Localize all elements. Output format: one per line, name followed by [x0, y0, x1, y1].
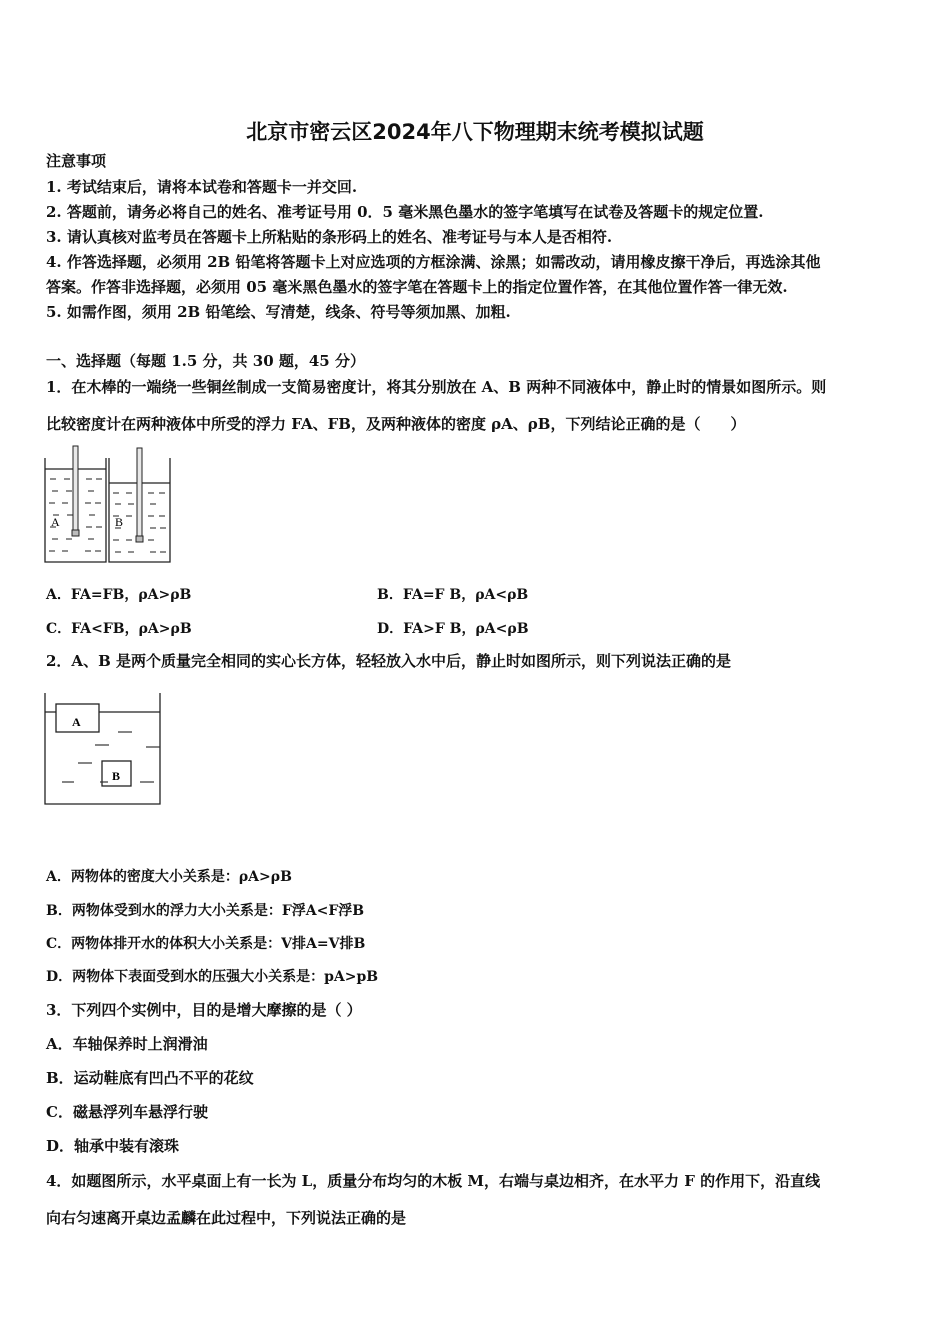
q3-option-d: D．轴承中装有滚珠: [46, 1137, 180, 1155]
notice-item-1: 1. 考试结束后，请将本试卷和答题卡一并交回.: [46, 178, 358, 196]
q4-stem-line1: 4．如题图所示，水平桌面上有一长为 L，质量分布均匀的木板 M，右端与桌边相齐，在水平力 F 的作用下，沿直线: [46, 1172, 821, 1190]
notice-heading: 注意事项: [46, 152, 107, 170]
q1-option-d: D．FA>F B，ρA<ρB: [377, 621, 529, 637]
q3-option-b: B．运动鞋底有凹凸不平的花纹: [46, 1069, 254, 1087]
q2-option-b: B．两物体受到水的浮力大小关系是：F浮A<F浮B: [46, 903, 365, 919]
page-title: 北京市密云区2024年八下物理期末统考模拟试题: [246, 120, 704, 144]
q1-option-c: C．FA<FB，ρA>ρB: [46, 621, 192, 637]
notice-item-2: 2. 答题前，请务必将自己的姓名、准考证号用 0．5 毫米黑色墨水的签字笔填写在试卷及答题卡的规定位置.: [46, 203, 764, 221]
q1-option-a: A．FA=FB，ρA>ρB: [46, 587, 192, 603]
q1-fig-label-b: B: [115, 515, 124, 529]
q1-stem-line1: 1．在木棒的一端绕一些铜丝制成一支简易密度计，将其分别放在 A、B 两种不同液体中，静止时的情景如图所示。则: [46, 378, 827, 396]
q3-stem: 3．下列四个实例中，目的是增大摩擦的是（ ）: [46, 1001, 362, 1019]
q1-fig-label-a: A: [51, 515, 60, 529]
q2-blocks-figure: [40, 690, 165, 808]
q2-stem: 2．A、B 是两个质量完全相同的实心长方体，轻轻放入水中后，静止时如图所示，则下列说法正确的是: [46, 652, 731, 670]
q2-fig-label-b: B: [112, 769, 121, 783]
section-heading: 一、选择题（每题 1.5 分，共 30 题，45 分）: [46, 352, 365, 370]
notice-item-4-cont: 答案。作答非选择题，必须用 05 毫米黑色墨水的签字笔在答题卡上的指定位置作答，在其他位置作答一律无效.: [46, 278, 788, 296]
notice-item-3: 3. 请认真核对监考员在答题卡上所粘贴的条形码上的姓名、准考证号与本人是否相符.: [46, 228, 613, 246]
q3-option-c: C．磁悬浮列车悬浮行驶: [46, 1103, 208, 1121]
q2-option-d: D．两物体下表面受到水的压强大小关系是：pA>pB: [46, 969, 379, 985]
q2-option-a: A．两物体的密度大小关系是：ρA>ρB: [46, 869, 292, 885]
q1-stem-line2: 比较密度计在两种液体中所受的浮力 FA、FB，及两种液体的密度 ρA、ρB，下列结论正确的是（ ）: [46, 415, 746, 433]
q2-fig-label-a: A: [72, 715, 81, 729]
q2-option-c: C．两物体排开水的体积大小关系是：V排A=V排B: [46, 936, 366, 952]
notice-item-5: 5. 如需作图，须用 2B 铅笔绘、写清楚，线条、符号等须加黑、加粗.: [46, 303, 511, 321]
q1-option-b: B．FA=F B，ρA<ρB: [377, 587, 529, 603]
q3-option-a: A．车轴保养时上润滑油: [46, 1035, 208, 1053]
notice-item-4: 4. 作答选择题，必须用 2B 铅笔将答题卡上对应选项的方框涂满、涂黑；如需改动，请用橡皮擦干净后，再选涂其他: [46, 253, 821, 271]
q1-densimeter-figure: [40, 444, 175, 566]
q4-stem-line2: 向右匀速离开桌边孟麟在此过程中，下列说法正确的是: [46, 1209, 407, 1227]
